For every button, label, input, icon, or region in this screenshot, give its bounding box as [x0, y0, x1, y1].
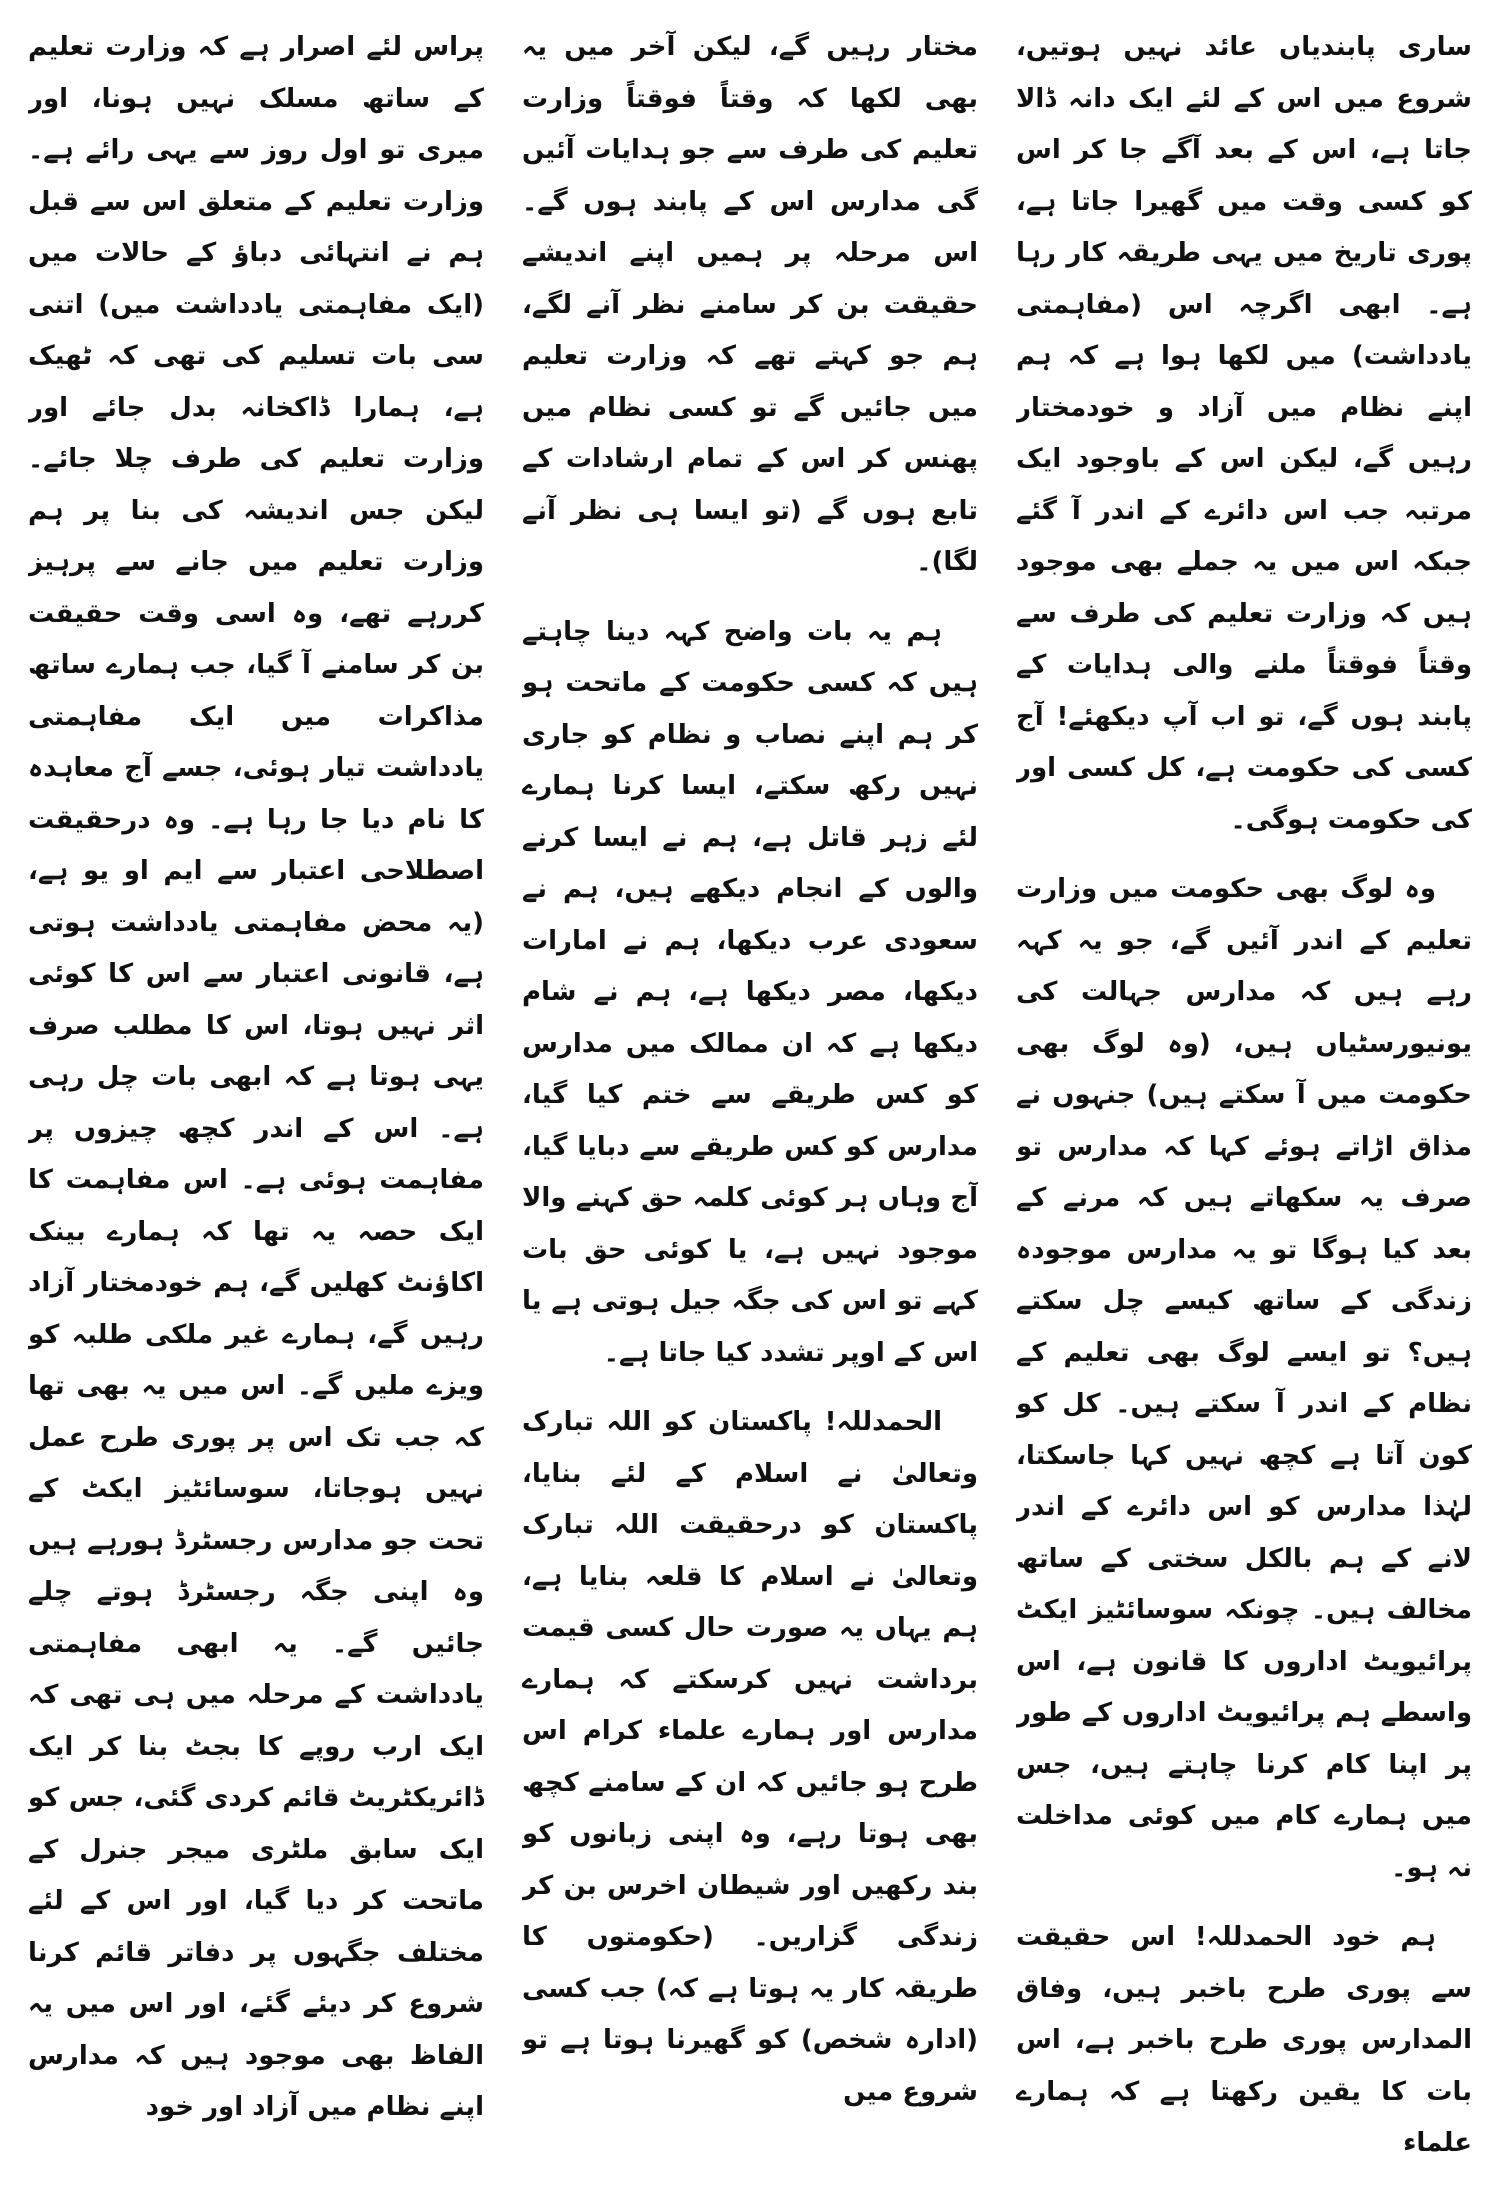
newspaper-page: [28, 22, 1472, 2182]
paragraph: ہم خود الحمدللہ! اس حقیقت سے پوری طرح باخبر ہیں، وفاق المدارس پوری طرح باخبر ہے، اس بات کا یقین رکھتا ہے کہ ہمارے علماء: [1016, 1922, 1472, 2158]
column-left: [1016, 22, 1472, 2182]
paragraph: وہ لوگ بھی حکومت میں وزارت تعلیم کے اندر آئیں گے، جو یہ کہہ رہے ہیں کہ مدارس جہالت کی یونیورسٹیاں ہیں، (وہ لوگ بھی حکومت میں آ سکتے ہیں) جنہوں نے مذاق اڑاتے ہوئے کہا کہ مدارس تو صرف یہ سکھاتے ہیں کہ مرنے کے بعد کیا ہوگا تو یہ مدارس موجودہ زندگی کے ساتھ کیسے چل سکتے ہیں؟ تو ایسے لوگ بھی تعلیم کے نظام کے اندر آ سکتے ہیں۔ کل کو کون آتا ہے کچھ نہیں کہا جاسکتا، لہٰذا مدارس کو اس دائرے کے اندر لانے کے ہم بالکل سختی کے ساتھ مخالف ہیں۔ چونکہ سوسائٹیز ایکٹ پرائیویٹ اداروں کا قانون ہے، اس واسطے ہم پرائیویٹ اداروں کے طور پر اپنا کام کرنا چاہتے ہیں، جس میں ہمارے کام میں کوئی مداخلت نہ ہو۔: [1016, 874, 1472, 1883]
paragraph: ساری پابندیاں عائد نہیں ہوتیں، شروع میں اس کے لئے ایک دانہ ڈالا جاتا ہے، اس کے بعد آگے جا کر اس کو کسی وقت میں گھیرا جاتا ہے، پوری تاریخ میں یہی طریقہ کار رہا ہے۔ ابھی اگرچہ اس (مفاہمتی یادداشت) میں لکھا ہوا ہے کہ ہم اپنے نظام میں آزاد و خودمختار رہیں گے، لیکن اس کے باوجود ایک مرتبہ جب اس دائرے کے اندر آ گئے جبکہ اس میں یہ جملے بھی موجود ہیں کہ وزارت تعلیم کی طرف سے وقتاً فوقتاً ملنے والی ہدایات کے پابند ہوں گے، تو اب آپ دیکھئے! آج کسی کی حکومت ہے، کل کسی اور کی حکومت ہوگی۔: [1016, 32, 1472, 835]
column-middle: [522, 22, 978, 2182]
paragraph: ہم یہ بات واضح کہہ دینا چاہتے ہیں کہ کسی حکومت کے ماتحت ہو کر ہم اپنے نصاب و نظام کو جاری نہیں رکھ سکتے، ایسا کرنا ہمارے لئے زہر قاتل ہے، ہم نے ایسا کرنے والوں کے انجام دیکھے ہیں، ہم نے سعودی عرب دیکھا، ہم نے امارات دیکھا، مصر دیکھا ہے، ہم نے شام دیکھا ہے کہ ان ممالک میں مدارس کو کس طریقے سے ختم کیا گیا، مدارس کو کس طریقے سے دبایا گیا، آج وہاں ہر کوئی کلمہ حق کہنے والا موجود نہیں ہے، یا کوئی حق بات کہے تو اس کی جگہ جیل ہوتی ہے یا اس کے اوپر تشدد کیا جاتا ہے۔: [522, 616, 978, 1368]
paragraph: مختار رہیں گے، لیکن آخر میں یہ بھی لکھا کہ وقتاً فوقتاً وزارت تعلیم کی طرف سے جو ہدایات آئیں گی مدارس اس کے پابند ہوں گے۔ اس مرحلہ پر ہمیں اپنے اندیشے حقیقت بن کر سامنے نظر آنے لگے، ہم جو کہتے تھے کہ وزارت تعلیم میں جائیں گے تو کسی نظام میں پھنس کر اس کے تمام ارشادات کے تابع ہوں گے (تو ایسا ہی نظر آنے لگا)۔: [522, 32, 978, 577]
paragraph: پراس لئے اصرار ہے کہ وزارت تعلیم کے ساتھ مسلک نہیں ہونا، اور میری تو اول روز سے یہی رائے ہے۔ وزارت تعلیم کے متعلق اس سے قبل ہم نے انتہائی دباؤ کے حالات میں (ایک مفاہمتی یادداشت میں) اتنی سی بات تسلیم کی تھی کہ ٹھیک ہے، ہمارا ڈاکخانہ بدل جائے اور وزارت تعلیم کی طرف چلا جائے۔ لیکن جس اندیشہ کی بنا پر ہم وزارت تعلیم میں جانے سے پرہیز کررہے تھے، وہ اسی وقت حقیقت بن کر سامنے آ گیا، جب ہمارے ساتھ مذاکرات میں ایک مفاہمتی یادداشت تیار ہوئی، جسے آج معاہدہ کا نام دیا جا رہا ہے۔ وہ درحقیقت اصطلاحی اعتبار سے ایم او یو ہے، (یہ محض مفاہمتی یادداشت ہوتی ہے، قانونی اعتبار سے اس کا کوئی اثر نہیں ہوتا، اس کا مطلب صرف یہی ہوتا ہے کہ ابھی بات چل رہی ہے۔ اس کے اندر کچھ چیزوں پر مفاہمت ہوئی ہے۔ اس مفاہمت کا ایک حصہ یہ تھا کہ ہمارے بینک اکاؤنٹ کھلیں گے، ہم خودمختار آزاد رہیں گے، ہمارے غیر ملکی طلبہ کو ویزے ملیں گے۔ اس میں یہ بھی تھا کہ جب تک اس پر پوری طرح عمل نہیں ہوجاتا، سوسائٹیز ایکٹ کے تحت جو مدارس رجسٹرڈ ہورہے ہیں وہ اپنی جگہ رجسٹرڈ ہوتے چلے جائیں گے۔ یہ ابھی مفاہمتی یادداشت کے مرحلہ میں ہی تھی کہ ایک ارب روپے کا بجٹ بنا کر ایک ڈائریکٹریٹ قائم کردی گئی، جس کو ایک سابق ملٹری میجر جنرل کے ماتحت کر دیا گیا، اور اس کے لئے مختلف جگہوں پر دفاتر قائم کرنا شروع کر دیئے گئے، اور اس میں یہ الفاظ بھی موجود ہیں کہ مدارس اپنے نظام میں آزاد اور خود: [28, 32, 484, 2122]
column-right: [28, 22, 484, 2182]
paragraph: الحمدللہ! پاکستان کو اللہ تبارک وتعالیٰ نے اسلام کے لئے بنایا، پاکستان کو درحقیقت اللہ تبارک وتعالیٰ نے اسلام کا قلعہ بنایا ہے، ہم یہاں یہ صورت حال کسی قیمت برداشت نہیں کرسکتے کہ ہمارے مدارس اور ہمارے علماء کرام اس طرح ہو جائیں کہ ان کے سامنے کچھ بھی ہوتا رہے، وہ اپنی زبانوں کو بند رکھیں اور شیطان اخرس بن کر زندگی گزاریں۔ (حکومتوں کا طریقہ کار یہ ہوتا ہے کہ) جب کسی (ادارہ شخص) کو گھیرنا ہوتا ہے تو شروع میں: [522, 1407, 978, 2107]
